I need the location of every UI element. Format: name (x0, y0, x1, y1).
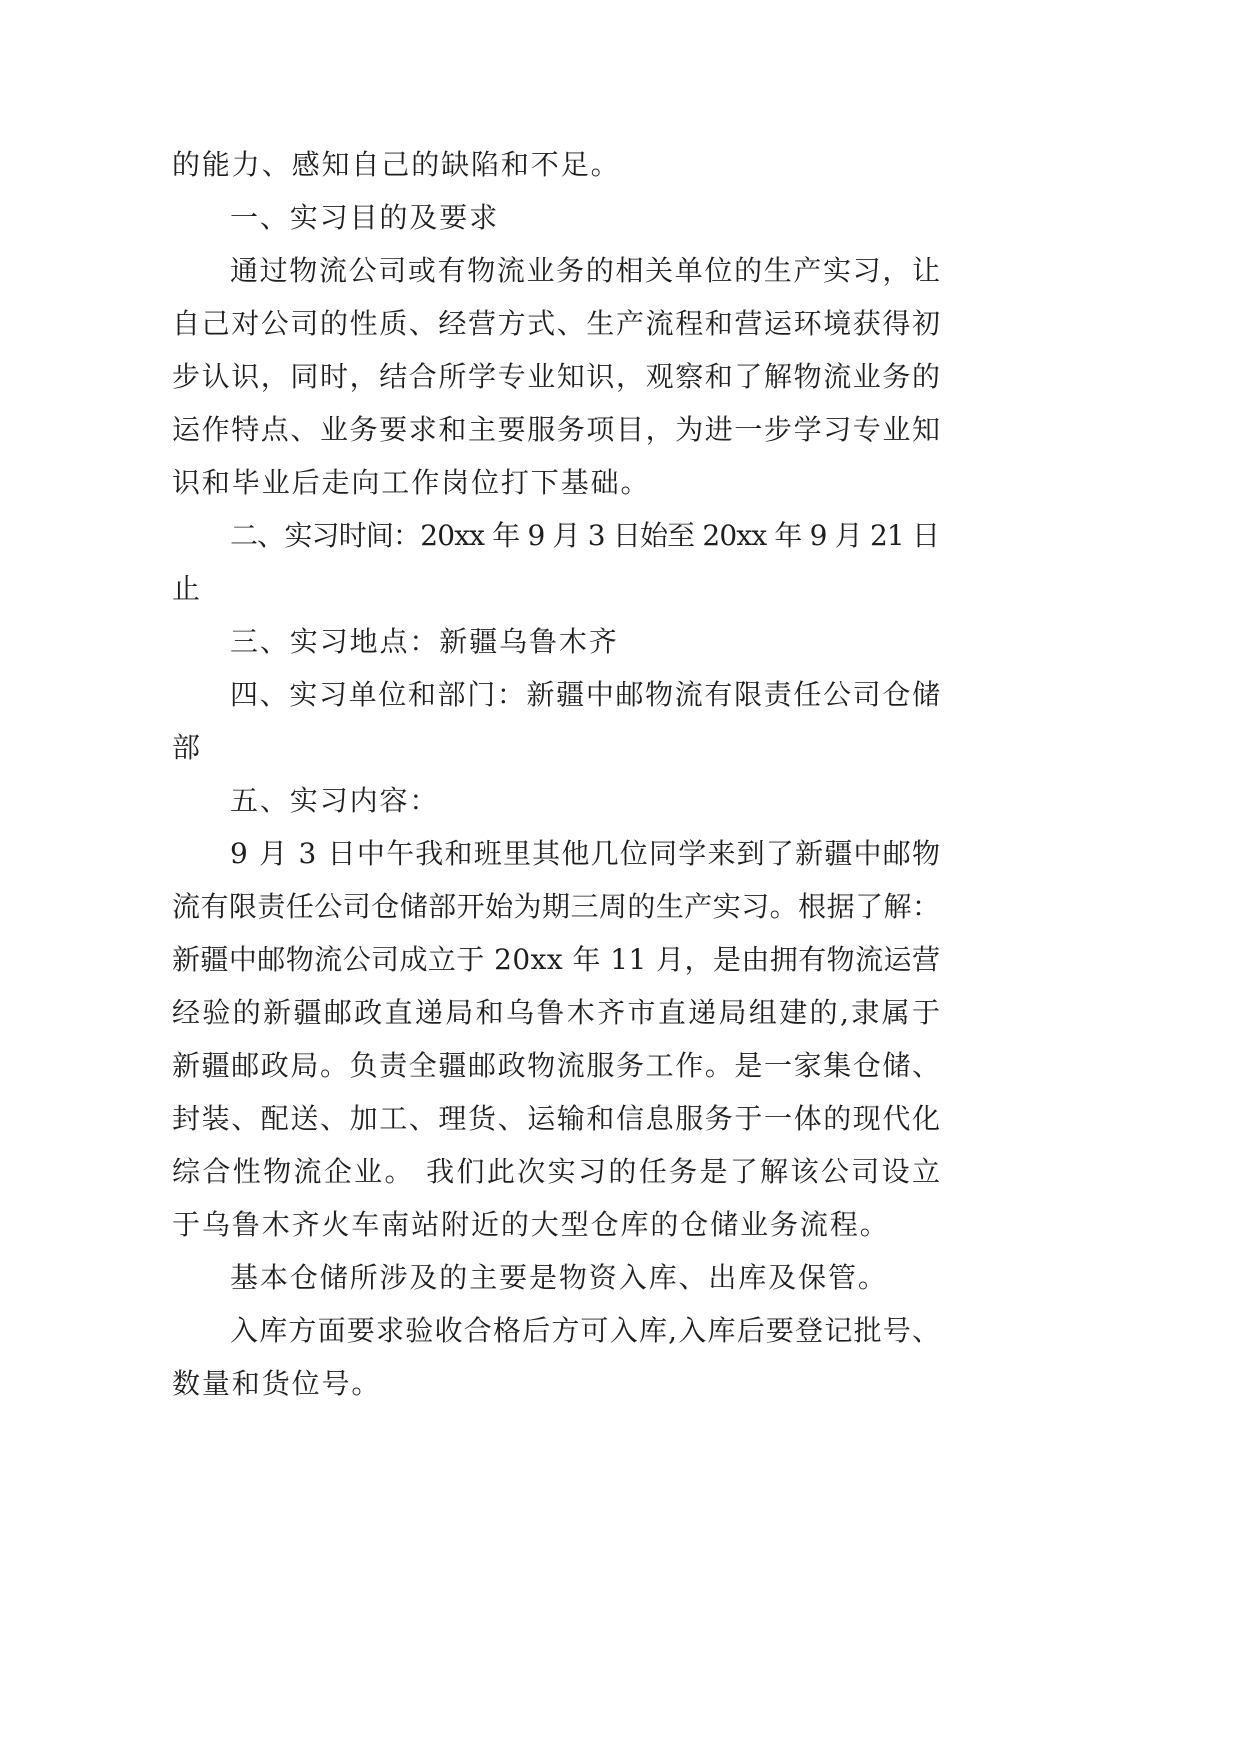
text-line-content: 经验的新疆邮政直递局和乌鲁木齐市直递局组建的,隶属于 (172, 996, 943, 1029)
paragraph (172, 615, 940, 668)
text-line-content: 通过物流公司或有物流业务的相关单位的生产实习，让 (230, 254, 942, 287)
text-line-content: 于乌鲁木齐火车南站附近的大型仓库的仓储业务流程。 (172, 1208, 890, 1241)
text-line (172, 615, 940, 668)
text-line (172, 1304, 940, 1357)
paragraph (172, 774, 940, 827)
text-line-content: 四、实习单位和部门：新疆中邮物流有限责任公司仓储 (230, 678, 942, 711)
text-line-content: 的能力、感知自己的缺陷和不足。 (172, 148, 621, 181)
text-line-content: 封装、配送、加工、理货、运输和信息服务于一体的现代化 (172, 1102, 942, 1135)
paragraph (172, 827, 943, 1251)
text-line-content: 三、实习地点：新疆乌鲁木齐 (230, 625, 619, 658)
paragraph (172, 244, 940, 509)
text-line (172, 1251, 940, 1304)
text-line-content: 五、实习内容： (230, 784, 440, 817)
text-line-content: 新疆中邮物流公司成立于 20xx 年 11 月，是由拥有物流运营 (172, 943, 941, 976)
text-line-content: 数量和货位号。 (172, 1367, 382, 1400)
text-line-content: 运作特点、业务要求和主要服务项目，为进一步学习专业知 (172, 413, 942, 446)
text-line (172, 191, 940, 244)
text-line-content: 综合性物流企业。 我们此次实习的任务是了解该公司设立 (172, 1155, 943, 1188)
text-line (172, 1092, 940, 1145)
paragraph (172, 1304, 940, 1410)
text-line (172, 721, 940, 774)
text-line (172, 668, 940, 721)
paragraph (172, 668, 940, 774)
text-line (172, 456, 940, 509)
text-line (172, 1357, 940, 1410)
text-line-content: 新疆邮政局。负责全疆邮政物流服务工作。是一家集仓储、 (172, 1049, 942, 1082)
text-line (172, 880, 940, 933)
text-line-content: 部 (172, 731, 202, 764)
text-line-content: 入库方面要求验收合格后方可入库,入库后要登记批号、 (230, 1314, 942, 1347)
paragraph-list (172, 191, 943, 1410)
text-line-content: 二、实习时间：20xx 年 9 月 3 日始至 20xx 年 9 月 21 日 (230, 519, 940, 552)
text-line (172, 509, 940, 562)
text-line (172, 827, 940, 880)
text-line-content: 自己对公司的性质、经营方式、生产流程和营运环境获得初 (172, 307, 942, 340)
text-line (172, 562, 940, 615)
text-line-content: 9 月 3 日中午我和班里其他几位同学来到了新疆中邮物 (230, 837, 942, 870)
text-line (172, 1039, 940, 1092)
text-line-content: 止 (172, 572, 202, 605)
text-line (172, 986, 943, 1039)
text-line (172, 403, 940, 456)
text-line (172, 774, 940, 827)
text-line (172, 350, 940, 403)
text-line (172, 244, 940, 297)
text-line-content: 步认识，同时，结合所学专业知识，观察和了解物流业务的 (172, 360, 942, 393)
text-line (172, 297, 940, 350)
paragraph (172, 191, 940, 244)
text-line (172, 1198, 940, 1251)
body-text (172, 138, 943, 1410)
text-line-content: 基本仓储所涉及的主要是物资入库、出库及保管。 (230, 1261, 888, 1294)
continued-text-line (172, 138, 940, 191)
paragraph (172, 509, 940, 615)
text-line-content: 一、实习目的及要求 (230, 201, 500, 234)
paragraph (172, 1251, 940, 1304)
text-line-content: 识和毕业后走向工作岗位打下基础。 (172, 466, 651, 499)
text-line (172, 933, 940, 986)
text-line-content: 流有限责任公司仓储部开始为期三周的生产实习。根据了解： (172, 890, 941, 923)
text-line (172, 1145, 943, 1198)
